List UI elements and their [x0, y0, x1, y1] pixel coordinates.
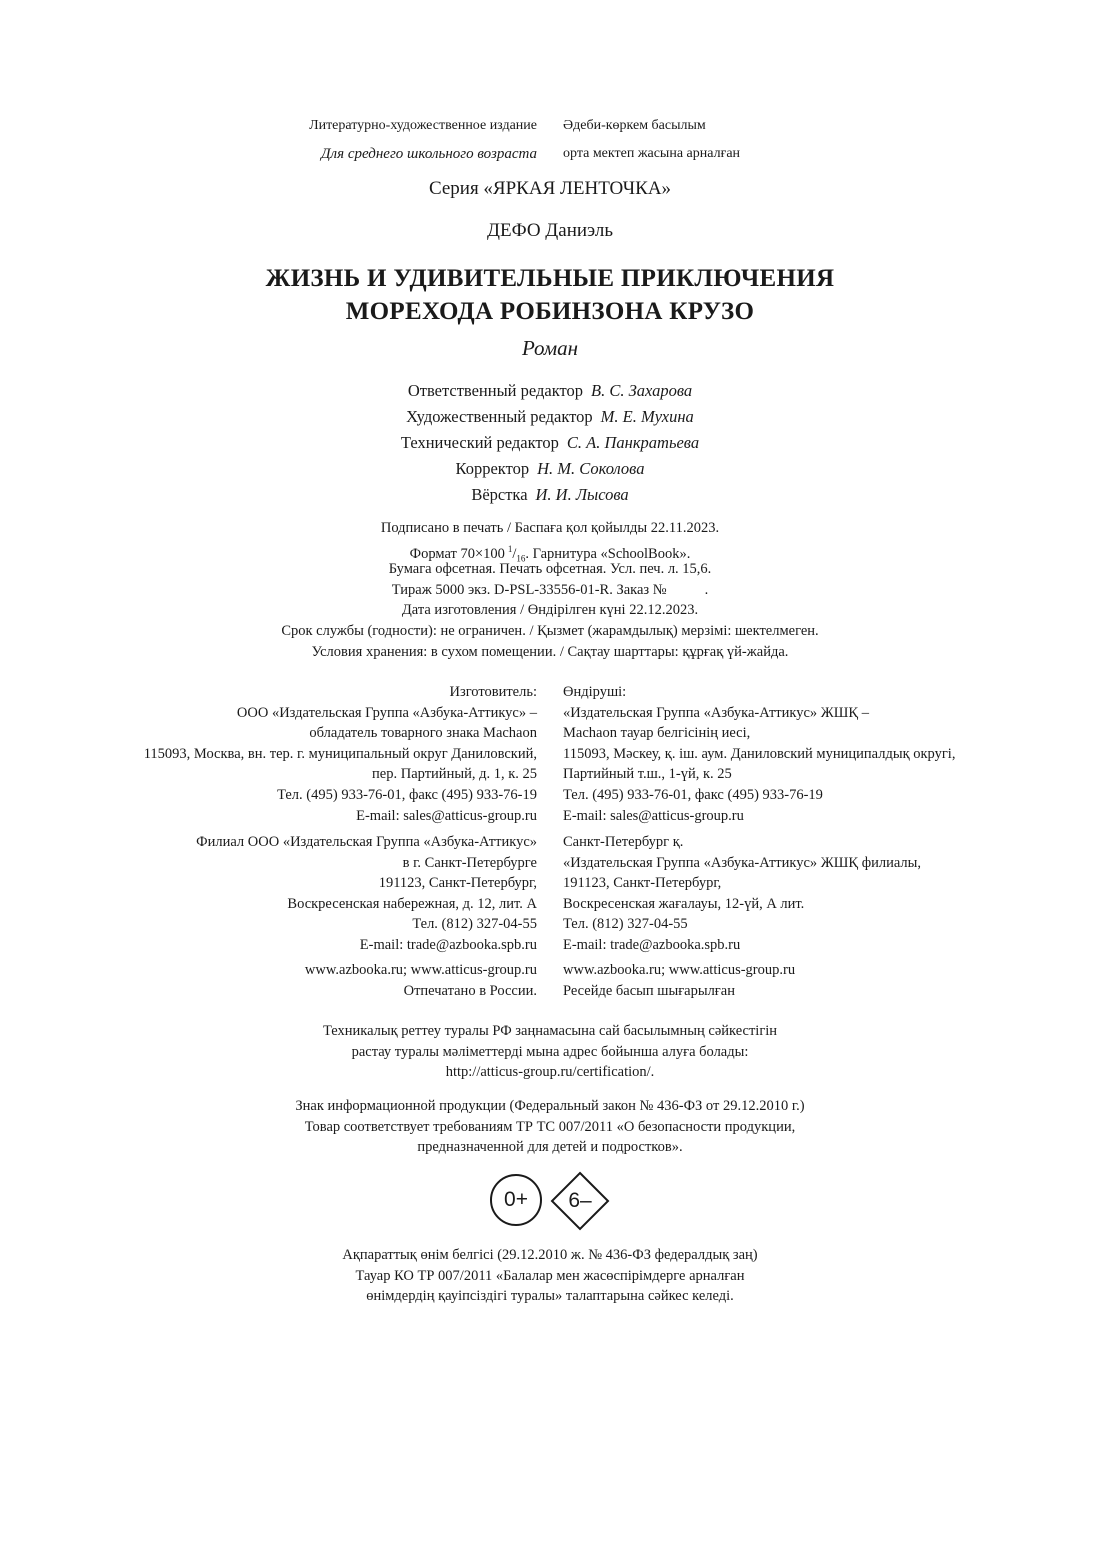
book-title-line: МОРЕХОДА РОБИНЗОНА КРУЗО: [345, 298, 755, 325]
staff-name: В. С. Захарова: [591, 381, 693, 400]
manufacturer-kz-line: Machaon тауар белгісінің иесі,: [563, 725, 751, 742]
book-title: [0, 262, 1100, 328]
author-name: ДЕФО Даниэль: [487, 220, 613, 241]
web-ru-line: www.azbooka.ru; www.atticus-group.ru: [304, 962, 537, 978]
law-line: предназначенной для детей и подростков».: [417, 1139, 683, 1156]
staff-name: И. И. Лысова: [535, 485, 629, 504]
branch-kz-line: 191123, Санкт-Петербург,: [563, 875, 722, 892]
branch-kz-line: Тел. (812) 327-04-55: [563, 916, 688, 933]
series-name: Серия «ЯРКАЯ ЛЕНТОЧКА»: [428, 178, 672, 199]
law-line: Товар соответствует требованиям ТР ТС 007/2011 «О безопасности продукции,: [304, 1118, 796, 1135]
header-row-age: [0, 146, 1100, 170]
format-suffix: . Гарнитура «SchoolBook».: [525, 545, 691, 562]
staff-name: С. А. Панкратьева: [566, 433, 700, 452]
manufacturer-kz-line: E-mail: sales@atticus-group.ru: [563, 807, 744, 824]
certification-line: http://atticus-group.ru/certification/.: [445, 1064, 655, 1081]
age-rating-diamond-icon: [550, 1171, 610, 1231]
staff-name: М. Е. Мухина: [600, 407, 694, 426]
staff-list: [0, 378, 1100, 508]
run-end: .: [704, 581, 709, 598]
law-line: Знак информационной продукции (Федеральный закон № 436-ФЗ от 29.12.2010 г.): [295, 1098, 805, 1114]
web-kz-line: www.azbooka.ru; www.atticus-group.ru: [563, 962, 796, 978]
edition-type-kz: Әдеби-көркем басылым: [563, 118, 706, 133]
kz-law-note: [0, 1245, 1100, 1307]
paper-line: Бумага офсетная. Печать офсетная. Усл. печ. л. 15,6.: [388, 561, 712, 578]
branch-ru-line: E-mail: trade@azbooka.spb.ru: [359, 936, 537, 953]
web-ru-line: Отпечатано в России.: [403, 982, 537, 999]
staff-line: [0, 482, 1100, 508]
manufacturer-ru-line: ООО «Издательская Группа «Азбука-Аттикус» –: [236, 704, 537, 721]
staff-line: [0, 404, 1100, 430]
branch-ru-line: Филиал ООО «Издательская Группа «Азбука-Аттикус»: [196, 834, 537, 850]
branch-kz: [563, 832, 921, 956]
staff-line: [0, 430, 1100, 456]
staff-role: Технический редактор: [400, 433, 559, 452]
imprint-block: [0, 518, 1100, 662]
manufacturer-ru-line: пер. Партийный, д. 1, к. 25: [372, 766, 537, 783]
age-rating-circle-icon: [490, 1174, 542, 1226]
manufacturer-kz-line: Партийный т.ш., 1-үй, к. 25: [563, 766, 732, 783]
book-title-line: ЖИЗНЬ И УДИВИТЕЛЬНЫЕ ПРИКЛЮЧЕНИЯ: [265, 265, 835, 292]
manufacturer-ru-line: 115093, Москва, вн. тер. г. муниципальный округ Даниловский,: [143, 745, 537, 762]
format-denominator: 16: [516, 553, 526, 564]
manufacturer-ru-line: Тел. (495) 933-76-01, факс (495) 933-76-19: [277, 786, 537, 803]
storage-conditions: Условия хранения: в сухом помещении. / Сақтау шарттары: құрғақ үй-жайда.: [311, 643, 789, 660]
run-line: [0, 580, 1100, 601]
branch-ru-line: Тел. (812) 327-04-55: [412, 916, 537, 933]
web-ru: [305, 960, 537, 1001]
staff-role: Корректор: [455, 459, 530, 478]
manufacturer-kz-line: Тел. (495) 933-76-01, факс (495) 933-76-19: [563, 786, 823, 803]
format-line: Формат 70×100 $^1/_{16}$. Гарнитура «SchoolBook».: [409, 543, 691, 564]
kz-law-line: өнімдердің қауіпсіздігі туралы» талаптарына сәйкес келеді.: [366, 1288, 734, 1305]
manufacturer-ru-line: обладатель товарного знака Machaon: [309, 725, 537, 742]
manufacturer-kz-line: Өндіруші:: [563, 684, 627, 700]
manufacturer-ru-line: Изготовитель:: [449, 684, 537, 700]
web-kz: [563, 960, 795, 1001]
edition-type-ru: Литературно-художественное издание: [309, 118, 537, 133]
made-date: Дата изготовления / Өндірілген күні 22.12.2023.: [401, 602, 699, 619]
manufacturer-ru: [144, 682, 537, 826]
age-rating-diamond-label: 6–: [568, 1189, 592, 1212]
staff-role: Вёрстка: [471, 485, 528, 504]
service-life: Срок службы (годности): не ограничен. / Қызмет (жарамдылық) мерзімі: шектелмеген.: [281, 622, 819, 639]
kz-law-line: Тауар КО ТР 007/2011 «Балалар мен жасөспірімдерге арналған: [355, 1267, 745, 1284]
manufacturer-kz-line: 115093, Мәскеу, қ. іш. аум. Даниловский муниципалдық округі,: [563, 745, 956, 762]
format-numerator: 1: [507, 543, 513, 554]
branch-kz-line: «Издательская Группа «Азбука-Аттикус» ЖШҚ филиалы,: [563, 854, 922, 871]
certification-line: Техникалық реттеу туралы РФ заңнамасына сай басылымның сәйкестігін: [322, 1023, 778, 1039]
age-rating-circle-label: 0+: [504, 1188, 528, 1211]
format-prefix: Формат 70×100: [409, 545, 505, 562]
web-kz-line: Ресейде басып шығарылған: [563, 982, 735, 999]
age-group-ru: Для среднего школьного возраста: [321, 146, 537, 162]
book-genre: Роман: [521, 336, 579, 360]
header-row-edition: [0, 118, 1100, 142]
signed-date: Подписано в печать / Баспаға қол қойылды 22.11.2023.: [380, 520, 720, 536]
law-note: [0, 1096, 1100, 1158]
certification-note: [0, 1021, 1100, 1083]
branch-ru-line: 191123, Санкт-Петербург,: [378, 875, 537, 892]
staff-line: [0, 456, 1100, 482]
staff-line: [0, 378, 1100, 404]
manufacturer-kz: [563, 682, 955, 826]
branch-kz-line: E-mail: trade@azbooka.spb.ru: [563, 936, 741, 953]
run-text: Тираж 5000 экз. D-PSL-33556-01-R. Заказ №: [391, 581, 667, 598]
branch-ru-line: Воскресенская набережная, д. 12, лит. А: [287, 895, 537, 912]
manufacturer-ru-line: E-mail: sales@atticus-group.ru: [356, 807, 537, 824]
branch-kz-line: Воскресенская жағалауы, 12-үй, А лит.: [563, 895, 805, 912]
kz-law-line: Ақпараттық өнім белгісі (29.12.2010 ж. № 436-ФЗ федералдық заң): [342, 1247, 758, 1263]
staff-role: Ответственный редактор: [407, 381, 583, 400]
manufacturer-kz-line: «Издательская Группа «Азбука-Аттикус» ЖШҚ –: [563, 704, 869, 721]
age-group-kz: орта мектеп жасына арналған: [563, 146, 741, 161]
branch-ru-line: в г. Санкт-Петербурге: [402, 854, 537, 871]
certification-line: растау туралы мәліметтерді мына адрес бойынша алуға болады:: [351, 1043, 749, 1060]
staff-role: Художественный редактор: [406, 407, 593, 426]
branch-ru: [196, 832, 537, 956]
staff-name: Н. М. Соколова: [537, 459, 645, 478]
branch-kz-line: Санкт-Петербург қ.: [563, 834, 684, 850]
